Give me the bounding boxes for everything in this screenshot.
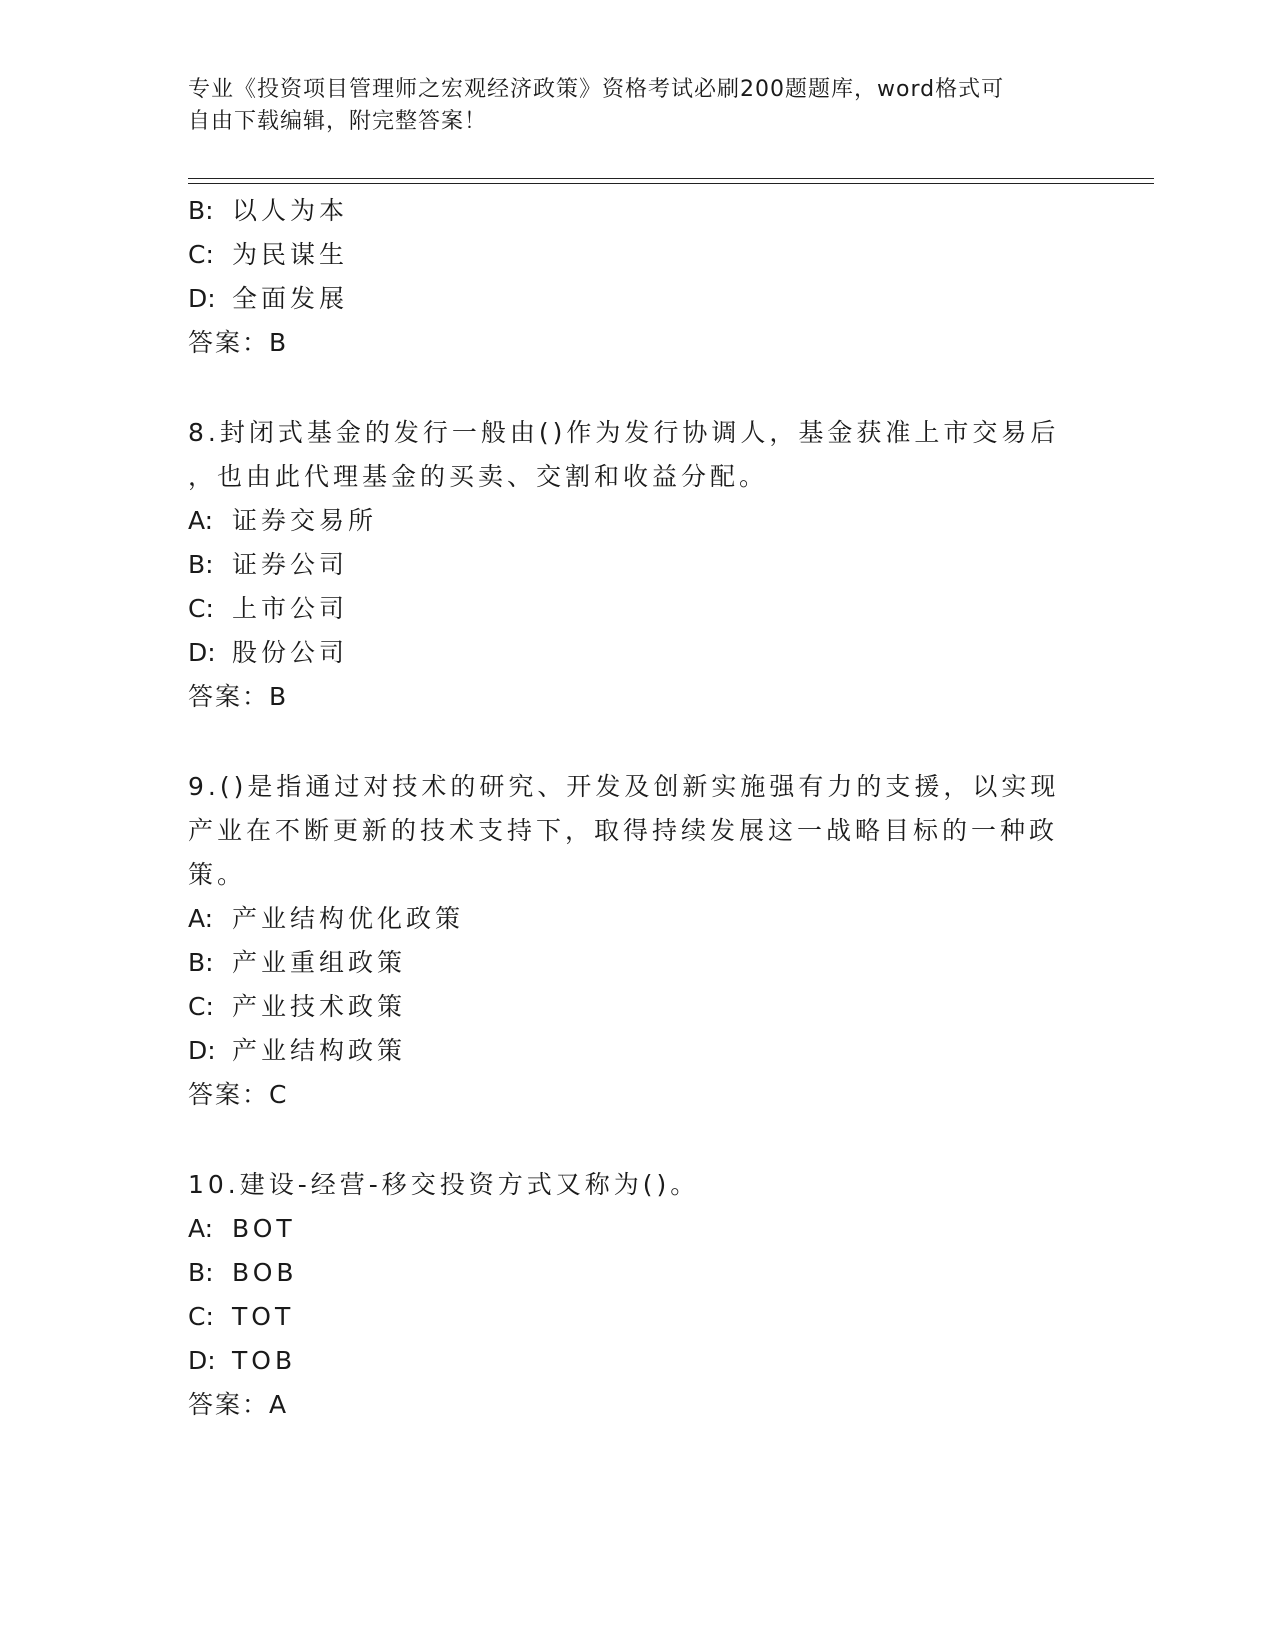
document-header: 专业《投资项目管理师之宏观经济政策》资格考试必刷200题题库，word格式可 自由下载编辑，附完整答案！ [188,77,1005,134]
option-text: 证券公司 [232,550,349,579]
q7-option-b [188,196,348,226]
q9-option-a [188,904,464,934]
q9-stem-line1: 9.()是指通过对技术的研究、开发及创新实施强有力的支援，以实现 [188,772,1060,801]
option-key: A: [188,904,214,933]
q9-answer: 答案：C [188,1080,289,1109]
q10-option-d [188,1346,296,1376]
q8-option-d [188,638,348,668]
q9-option-b [188,948,406,978]
option-text: TOT [232,1302,295,1331]
option-text: 产业技术政策 [232,992,407,1021]
q8-stem-line1: 8.封闭式基金的发行一般由()作为发行协调人，基金获准上市交易后 [188,418,1060,447]
option-text: 证券交易所 [232,506,378,535]
option-key: D: [188,1036,216,1065]
option-key: C: [188,240,214,269]
q9-stem-line3: 策。 [188,860,247,889]
q8-option-b [188,550,348,580]
q9-stem-line2: 产业在不断更新的技术支持下，取得持续发展这一战略目标的一种政 [188,816,1059,845]
option-key: D: [188,284,216,313]
option-text: 全面发展 [232,284,349,313]
q7-option-c [188,240,348,270]
option-text: 上市公司 [232,594,349,623]
q8-option-a [188,506,377,536]
option-text: BOB [232,1258,298,1287]
q10-option-b [188,1258,298,1288]
option-key: C: [188,594,214,623]
option-text: 股份公司 [232,638,349,667]
q9-option-c [188,992,406,1022]
q8-answer: 答案：B [188,682,289,711]
option-key: D: [188,1346,216,1375]
option-key: A: [188,506,214,535]
q7-answer: 答案：B [188,328,289,357]
q8-stem-line2: ，也由此代理基金的买卖、交割和收益分配。 [188,462,769,491]
option-key: C: [188,1302,214,1331]
option-key: B: [188,196,214,225]
option-key: C: [188,992,214,1021]
option-text: 以人为本 [232,196,349,225]
q9-option-d [188,1036,406,1066]
option-text: BOT [232,1214,296,1243]
q10-answer: 答案：A [188,1390,289,1419]
option-text: 产业结构优化政策 [232,904,465,933]
q10-stem-line1: 10.建设-经营-移交投资方式又称为()。 [188,1170,700,1199]
q7-option-d [188,284,348,314]
option-key: B: [188,1258,214,1287]
option-text: 产业结构政策 [232,1036,407,1065]
option-key: B: [188,948,214,977]
header-divider-top [188,178,1154,179]
option-text: TOB [232,1346,297,1375]
option-key: A: [188,1214,214,1243]
header-divider-bottom [188,183,1154,184]
q10-option-c [188,1302,294,1332]
q10-option-a [188,1214,296,1244]
option-key: D: [188,638,216,667]
option-text: 产业重组政策 [232,948,407,977]
option-text: 为民谋生 [232,240,349,269]
q8-option-c [188,594,348,624]
option-key: B: [188,550,214,579]
